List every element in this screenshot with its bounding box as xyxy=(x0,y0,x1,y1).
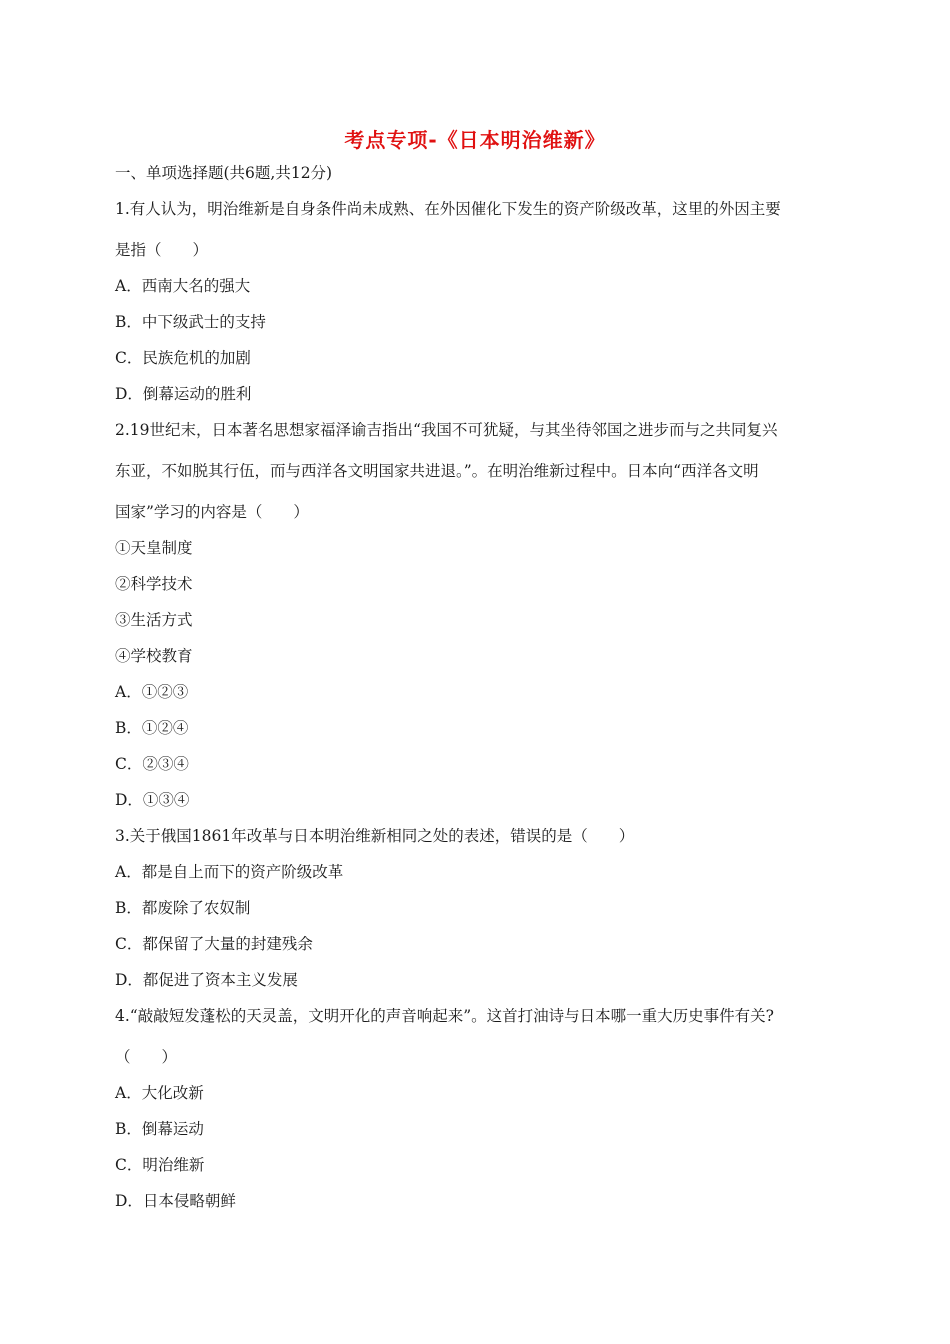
answer-option: D．日本侵略朝鲜 xyxy=(115,1192,236,1210)
answer-option: B．倒幕运动 xyxy=(115,1120,204,1138)
page-title: 考点专项-《日本明治维新》 xyxy=(344,128,606,152)
question-stem: 2.19世纪末，日本著名思想家福泽谕吉指出“我国不可犹疑，与其坐待邻国之进步而与之共同复兴 xyxy=(115,421,778,439)
answer-option: C．②③④ xyxy=(115,755,189,773)
section-heading: 一、单项选择题(共6题,共12分) xyxy=(115,164,333,182)
question-stem: 4.“敲敲短发蓬松的天灵盖，文明开化的声音响起来”。这首打油诗与日本哪一重大历史事件有关? xyxy=(115,1007,774,1025)
answer-option: A．①②③ xyxy=(115,683,189,701)
statement-item: ④学校教育 xyxy=(115,647,193,665)
question-stem: 3.关于俄国1861年改革与日本明治维新相同之处的表述，错误的是（ ） xyxy=(115,827,635,845)
question-stem: 1.有人认为，明治维新是自身条件尚未成熟、在外因催化下发生的资产阶级改革，这里的外因主要 xyxy=(115,200,781,218)
question-stem: （ ） xyxy=(115,1048,178,1066)
answer-option: B．中下级武士的支持 xyxy=(115,313,266,331)
answer-option: B．①②④ xyxy=(115,719,189,737)
answer-option: B．都废除了农奴制 xyxy=(115,899,251,917)
question-stem: 国家”学习的内容是（ ） xyxy=(115,503,309,521)
answer-option: D．倒幕运动的胜利 xyxy=(115,385,252,403)
answer-option: A．西南大名的强大 xyxy=(115,277,251,295)
statement-item: ③生活方式 xyxy=(115,611,193,629)
question-stem: 是指（ ） xyxy=(115,241,209,259)
answer-option: D．都促进了资本主义发展 xyxy=(115,971,298,989)
question-stem: 东亚，不如脱其行伍，而与西洋各文明国家共进退。”。在明治维新过程中。日本向“西洋各文明 xyxy=(115,462,759,480)
answer-option: D．①③④ xyxy=(115,791,190,809)
answer-option: C．明治维新 xyxy=(115,1156,205,1174)
statement-item: ②科学技术 xyxy=(115,575,193,593)
answer-option: C．民族危机的加剧 xyxy=(115,349,251,367)
statement-item: ①天皇制度 xyxy=(115,539,193,557)
answer-option: A．都是自上而下的资产阶级改革 xyxy=(115,863,344,881)
answer-option: A．大化改新 xyxy=(115,1084,204,1102)
answer-option: C．都保留了大量的封建残余 xyxy=(115,935,313,953)
